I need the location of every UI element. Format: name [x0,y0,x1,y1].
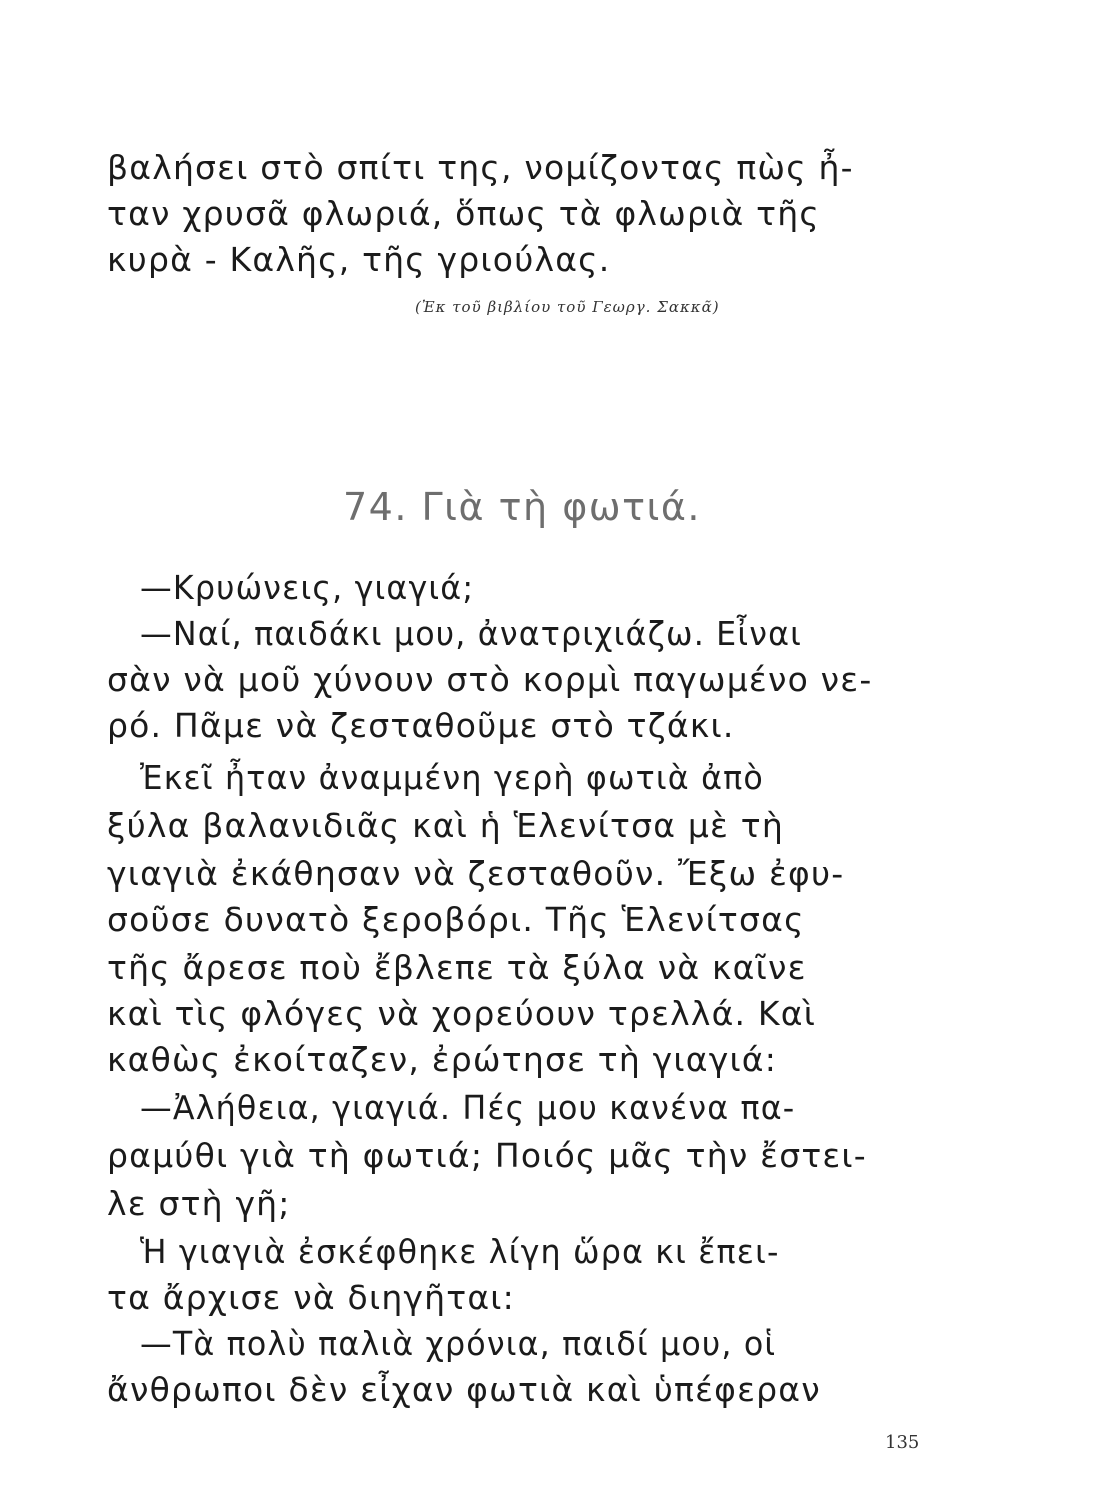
text-line: κυρὰ - Καλῆς, τῆς γριούλας. [107,240,611,279]
text-line: καθὼς ἐκοίταζεν, ἐρώτησε τὴ γιαγιά: [107,1040,778,1079]
chapter-title: 74. Γιὰ τὴ φωτιά. [343,485,701,529]
source-citation: (Ἐκ τοῦ βιβλίου τοῦ Γεωργ. Σακκᾶ) [415,298,720,316]
text-line: ταν χρυσᾶ φλωριά, ὅπως τὰ φλωριὰ τῆς [107,194,820,233]
text-line: —Κρυώνεις, γιαγιά; [140,568,475,607]
text-line: Ἐκεῖ ἦταν ἀναμμένη γερὴ φωτιὰ ἀπὸ [140,758,764,797]
text-line: —Ἀλήθεια, γιαγιά. Πές μου κανένα πα- [140,1088,796,1127]
text-line: —Τὰ πολὺ παλιὰ χρόνια, παιδί μου, οἱ [140,1324,777,1363]
text-line: καὶ τὶς φλόγες νὰ χορεύουν τρελλά. Καὶ [107,994,817,1033]
page-number: 135 [885,1432,920,1453]
text-line: βαλήσει στὸ σπίτι της, νομίζοντας πὼς ἦ- [107,148,854,187]
text-line: σὰν νὰ μοῦ χύνουν στὸ κορμὶ παγωμένο νε- [107,660,873,699]
text-line: γιαγιὰ ἐκάθησαν νὰ ζεσταθοῦν. Ἔξω ἐφυ- [107,854,845,893]
text-line: τῆς ἄρεσε ποὺ ἔβλεπε τὰ ξύλα νὰ καῖνε [107,948,807,987]
text-line: ραμύθι γιὰ τὴ φωτιά; Ποιός μᾶς τὴν ἔστει- [107,1136,867,1175]
text-line: —Ναί, παιδάκι μου, ἀνατριχιάζω. Εἶναι [140,614,803,653]
text-line: σοῦσε δυνατὸ ξεροβόρι. Τῆς Ἑλενίτσας [107,900,805,939]
text-line: ρό. Πᾶμε νὰ ζεσταθοῦμε στὸ τζάκι. [107,706,735,745]
text-line: Ἡ γιαγιὰ ἐσκέφθηκε λίγη ὥρα κι ἔπει- [140,1232,780,1271]
text-line: λε στὴ γῆ; [107,1184,291,1223]
text-line: τα ἄρχισε νὰ διηγῆται: [107,1278,515,1317]
text-line: ξύλα βαλανιδιᾶς καὶ ἡ Ἑλενίτσα μὲ τὴ [107,806,784,845]
text-line: ἄνθρωποι δὲν εἶχαν φωτιὰ καὶ ὑπέφεραν [107,1370,821,1409]
